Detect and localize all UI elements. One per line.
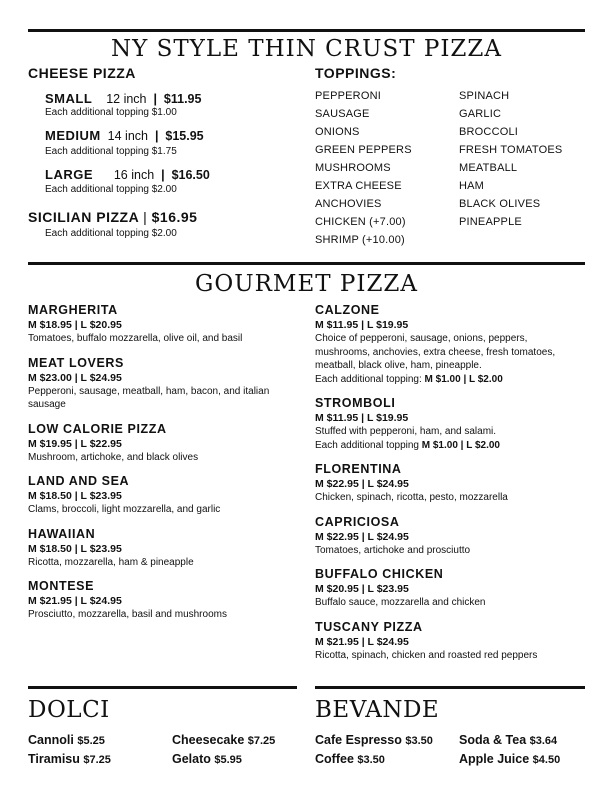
item-description: Clams, broccoli, light mozzarella, and garlic (28, 504, 221, 515)
item-name: TUSCANY PIZZA (315, 619, 423, 634)
size-separator: | (153, 92, 157, 106)
drink-price: $3.64 (529, 735, 558, 747)
item-description: Tomatoes, buffalo mozzarella, olive oil, and basil (28, 333, 243, 344)
topping-item: MUSHROOMS (315, 162, 391, 174)
size-price: $11.95 (163, 92, 202, 106)
dessert-item (28, 733, 105, 747)
item-description: Chicken, spinach, ricotta, pesto, mozzarella (315, 492, 508, 503)
item-description: Ricotta, mozzarella, ham & pineapple (28, 556, 194, 568)
item-name: MARGHERITA (28, 303, 118, 317)
item-name: MONTESE (28, 579, 95, 593)
drink-item (315, 752, 385, 766)
drink-item (459, 733, 557, 747)
item-name: MEAT LOVERS (28, 355, 124, 370)
drink-name: Apple Juice (459, 752, 530, 766)
menu-item (28, 578, 308, 622)
ny-style-title: NY STYLE THIN CRUST PIZZA (110, 36, 503, 62)
size-topping-note: Each additional topping $2.00 (45, 184, 177, 195)
size-separator: | (154, 129, 159, 143)
item-description: Mushroom, artichoke, and black olives (28, 451, 199, 463)
size-inch: 16 inch (113, 168, 155, 182)
sicilian-topping-note: Each additional topping $2.00 (45, 228, 177, 239)
drink-item (459, 752, 560, 766)
dolci-title: DOLCI (28, 697, 110, 723)
dessert-item (172, 752, 242, 766)
topping-item: MEATBALL (459, 162, 518, 174)
dessert-name: Tiramisu (28, 752, 80, 766)
topping-item: BLACK OLIVES (459, 198, 541, 210)
item-name: LAND AND SEA (28, 474, 130, 488)
toppings-list-col1 (315, 87, 412, 249)
topping-item: ANCHOVIES (315, 198, 382, 210)
drink-name: Cafe Espresso (315, 733, 402, 747)
item-price: M $19.95 | L $22.95 (28, 437, 122, 450)
sicilian-separator: | (143, 209, 148, 225)
topping-item: SHRIMP (+10.00) (315, 234, 405, 246)
menu-item (28, 302, 308, 346)
menu-item (28, 421, 308, 465)
drink-price: $4.50 (532, 754, 561, 766)
item-price: M $21.95 | L $24.95 (28, 595, 122, 607)
item-price: M $18.50 | L $23.95 (28, 542, 122, 555)
size-medium-row (45, 128, 204, 143)
extra-topping-price: M $1.00 | L $2.00 (421, 439, 500, 451)
topping-item: ONIONS (315, 126, 360, 138)
topping-item: FRESH TOMATOES (459, 144, 563, 156)
item-name: FLORENTINA (315, 462, 402, 476)
menu-item (28, 526, 308, 570)
item-description: Prosciutto, mozzarella, basil and mushrooms (28, 609, 227, 620)
size-inch: 12 inch (106, 92, 147, 106)
menu-item (315, 619, 595, 663)
drink-name: Coffee (315, 752, 354, 766)
size-topping-note: Each additional topping $1.00 (45, 107, 177, 118)
extra-topping-label: Each additional topping: (315, 373, 422, 385)
item-name: CALZONE (315, 303, 380, 317)
bevande-rule (315, 686, 585, 689)
toppings-list-col2 (459, 87, 562, 231)
dessert-name: Gelato (172, 752, 211, 766)
item-description: Tomatoes, artichoke and prosciutto (315, 544, 471, 556)
dessert-item (28, 752, 111, 766)
menu-item-stromboli (315, 395, 595, 452)
drink-price: $3.50 (357, 754, 385, 766)
item-price: M $18.95 | L $20.95 (28, 319, 122, 331)
item-description-text: Choice of pepperoni, sausage, onions, peppers, mushrooms, anchovies, extra cheese, fresh tomatoes, meatball, black olive, ham, pineapple. (315, 333, 556, 371)
topping-item: PINEAPPLE (459, 216, 522, 228)
menu-item (315, 566, 595, 610)
dessert-name: Cannoli (28, 733, 74, 747)
menu-item (315, 461, 595, 505)
item-name: CAPRICIOSA (315, 514, 400, 529)
size-small-row (45, 91, 201, 106)
topping-item: GARLIC (459, 108, 502, 120)
menu-item-calzone (315, 302, 595, 386)
item-price: M $23.00 | L $24.95 (28, 371, 122, 384)
item-name: BUFFALO CHICKEN (315, 567, 444, 581)
gourmet-rule (28, 262, 585, 265)
size-name: SMALL (45, 91, 93, 106)
item-price: M $22.95 | L $24.95 (315, 530, 409, 543)
gourmet-title: GOURMET PIZZA (194, 271, 419, 297)
extra-topping-price: M $1.00 | L $2.00 (424, 373, 503, 385)
drink-name: Soda & Tea (459, 733, 527, 747)
sicilian-pizza-row (28, 209, 197, 225)
menu-item (28, 473, 308, 517)
size-inch: 14 inch (107, 129, 148, 143)
topping-item: EXTRA CHEESE (315, 180, 402, 192)
sicilian-price: $16.95 (151, 209, 198, 225)
size-price: $16.50 (171, 168, 210, 182)
dessert-item (172, 733, 275, 747)
dessert-price: $7.25 (83, 754, 111, 766)
topping-item: HAM (459, 180, 485, 192)
dolci-rule (28, 686, 297, 689)
item-price: M $11.95 | L $19.95 (315, 412, 409, 424)
item-description (315, 425, 595, 452)
dessert-price: $7.25 (247, 735, 276, 747)
size-name: LARGE (45, 167, 93, 182)
item-name: LOW CALORIE PIZZA (28, 421, 167, 436)
topping-item: PEPPERONI (315, 90, 381, 102)
top-rule (28, 29, 585, 32)
cheese-pizza-heading: CHEESE PIZZA (28, 65, 136, 81)
item-description: Buffalo sauce, mozzarella and chicken (315, 597, 486, 608)
item-description: Ricotta, spinach, chicken and roasted red peppers (315, 649, 538, 661)
size-large-row (45, 167, 210, 182)
menu-item (315, 514, 595, 558)
dessert-name: Cheesecake (172, 733, 245, 747)
dessert-price: $5.95 (214, 754, 242, 766)
toppings-heading: TOPPINGS: (315, 65, 397, 81)
item-description: Pepperoni, sausage, meatball, ham, bacon, and italian sausage (28, 385, 270, 410)
item-description (315, 332, 580, 386)
gourmet-right-column (315, 302, 595, 671)
menu-item (28, 355, 308, 412)
size-separator: | (161, 168, 165, 182)
bevande-title: BEVANDE (315, 697, 440, 723)
size-name: MEDIUM (45, 128, 101, 143)
extra-topping-label: Each additional topping (315, 439, 419, 451)
item-price: M $22.95 | L $24.95 (315, 478, 409, 490)
item-name: STROMBOLI (315, 396, 396, 410)
topping-item: GREEN PEPPERS (315, 144, 412, 156)
item-price: M $11.95 | L $19.95 (315, 319, 409, 331)
gourmet-right-items (315, 461, 595, 662)
item-name: HAWAIIAN (28, 526, 96, 541)
item-price: M $20.95 | L $23.95 (315, 583, 409, 595)
item-price: M $21.95 | L $24.95 (315, 635, 409, 648)
gourmet-left-column (28, 302, 308, 631)
drink-price: $3.50 (405, 735, 433, 747)
topping-item: BROCCOLI (459, 126, 519, 138)
item-price: M $18.50 | L $23.95 (28, 490, 122, 502)
dessert-price: $5.25 (77, 735, 105, 747)
topping-item: SPINACH (459, 90, 510, 102)
drink-item (315, 733, 433, 747)
topping-item: SAUSAGE (315, 108, 370, 120)
sicilian-name: SICILIAN PIZZA (28, 209, 139, 225)
topping-item: CHICKEN (+7.00) (315, 216, 406, 228)
size-topping-note: Each additional topping $1.75 (45, 146, 177, 157)
size-price: $15.95 (165, 129, 204, 143)
item-description-text: Stuffed with pepperoni, ham, and salami. (315, 426, 497, 437)
